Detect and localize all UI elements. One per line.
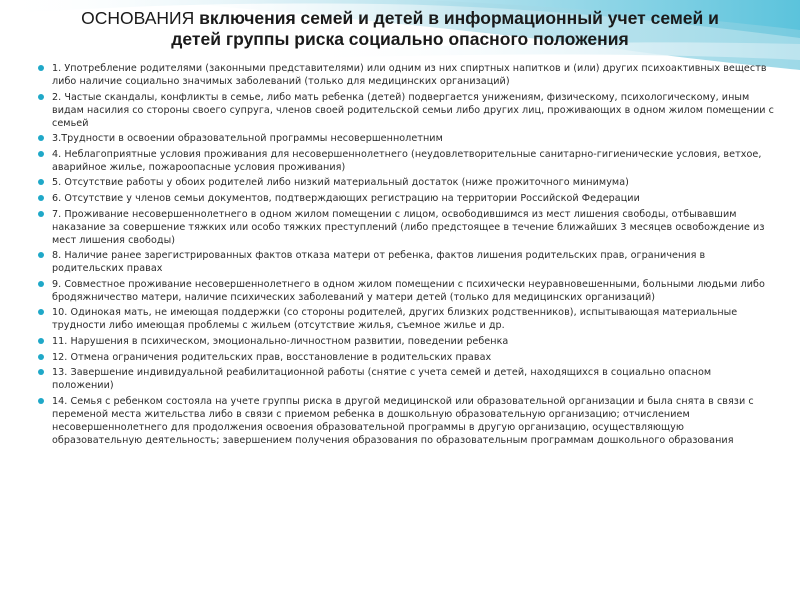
bullet-dot-icon	[38, 179, 44, 185]
list-item-text: 1. Употребление родителями (законными представителями) или одним из них спиртных напитков и (или) других психоактивных веществ либо наличие социально значимых заболеваний (только для медицинских организаций)	[52, 63, 767, 87]
list-item-text: 10. Одинокая мать, не имеющая поддержки (со стороны родителей, других близких родственников), испытывающая материальные трудности либо имеющая проблемы с жильем (отсутствие жилья, съемное жилье и др.	[52, 307, 738, 332]
bullet-dot-icon	[38, 195, 44, 201]
bullet-dot-icon	[38, 94, 44, 100]
title-line1-rest: включения семей и детей в информационный учет семей и	[194, 8, 719, 28]
list-item	[38, 148, 774, 174]
list-item-text: 12. Отмена ограничения родительских прав, восстановление в родительских правах	[52, 351, 492, 363]
list-item-text: 7. Проживание несовершеннолетнего в одном жилом помещении с лицом, освободившимся из мест лишения свободы, отбывавшим наказание за совершение тяжких или особо тяжких преступлений (либо предстоящее в течение ближайших 3 месяцев освобождение из мест лишения свободы)	[52, 208, 765, 246]
slide-title	[0, 8, 800, 50]
list-item-text: 11. Нарушения в психическом, эмоционально-личностном развитии, поведении ребенка	[52, 335, 509, 347]
bullet-dot-icon	[38, 309, 44, 315]
bullet-dot-icon	[38, 398, 44, 404]
list-item	[38, 306, 774, 332]
list-item	[38, 395, 774, 447]
list-item	[38, 62, 774, 88]
bullet-dot-icon	[38, 252, 44, 258]
bullet-dot-icon	[38, 338, 44, 344]
list-item	[38, 351, 774, 364]
list-item	[38, 208, 774, 247]
list-item-text: 2. Частые скандалы, конфликты в семье, либо мать ребенка (детей) подвергается унижениям, физическому, психологическому, иным видам насилия со стороны своего супруга, членов своей родительской семьи либо других лиц, проживающих в одном жилом помещении с семьей	[52, 91, 774, 129]
list-item	[38, 278, 774, 304]
list-item-text: 4. Неблагоприятные условия проживания для несовершеннолетнего (неудовлетворительные санитарно-гигиенические условия, ветхое, аварийное жилье, пожароопасные условия проживания)	[52, 148, 762, 173]
criteria-list	[38, 62, 774, 449]
bullet-dot-icon	[38, 354, 44, 360]
bullet-dot-icon	[38, 211, 44, 217]
list-item-text: 14. Семья с ребенком состояла на учете группы риска в другой медицинской или образовательной организации и была снята в связи с переменой места жительства либо в связи с приемом ребенка в дошкольную образовательную организацию; отчислением несовершеннолетнего для продолжения освоения образовательной программы в другую организацию, осуществляющую образовательную деятельность; завершением получения образования по образовательным программам дошкольного образования	[52, 395, 754, 446]
list-item	[38, 192, 774, 205]
list-item	[38, 335, 774, 348]
list-item	[38, 132, 774, 145]
list-item	[38, 249, 774, 275]
list-item	[38, 366, 774, 392]
list-item-text: 13. Завершение индивидуальной реабилитационной работы (снятие с учета семей и детей, находящихся в социально опасном положении)	[52, 367, 712, 392]
list-item-text: 5. Отсутствие работы у обоих родителей либо низкий материальный достаток (ниже прожиточного минимума)	[52, 177, 629, 189]
bullet-dot-icon	[38, 135, 44, 141]
list-item-text: 9. Совместное проживание несовершеннолетнего в одном жилом помещении с психически неуравновешенными, больными людьми либо бродяжничество матери, наличие психических заболеваний у матери детей (только для медицинских организаций)	[52, 278, 765, 303]
bullet-dot-icon	[38, 65, 44, 71]
list-item	[38, 176, 774, 189]
list-item	[38, 91, 774, 130]
title-first-word: ОСНОВАНИЯ	[81, 8, 195, 28]
list-item-text: 6. Отсутствие у членов семьи документов, подтверждающих регистрацию на территории Российской Федерации	[52, 192, 640, 204]
bullet-dot-icon	[38, 281, 44, 287]
title-line2: детей группы риска социально опасного положения	[171, 29, 629, 49]
list-item-text: 8. Наличие ранее зарегистрированных фактов отказа матери от ребенка, фактов лишения родительских прав, ограничения в родительских правах	[52, 250, 706, 275]
bullet-dot-icon	[38, 369, 44, 375]
bullet-dot-icon	[38, 151, 44, 157]
list-item-text: 3.Трудности в освоении образовательной программы несовершеннолетним	[52, 133, 443, 145]
